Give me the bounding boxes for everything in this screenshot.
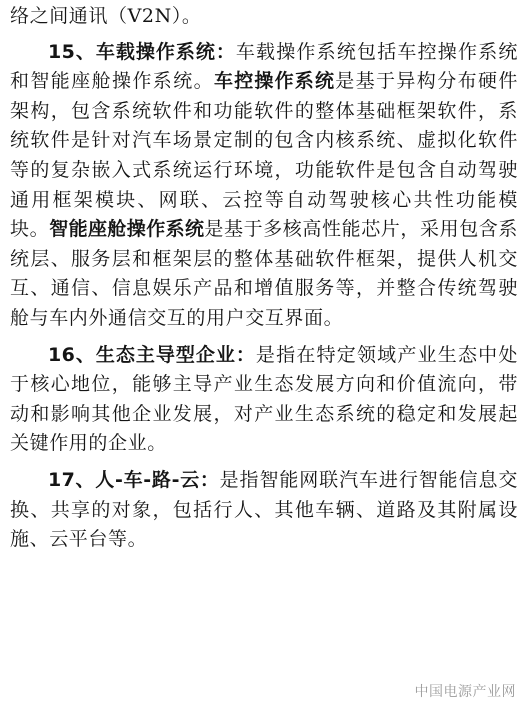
paragraph-person-vehicle-road-cloud [10, 466, 518, 555]
text-segment: 车载操作系统包括车控操作系统和智能座舱操作系统。 [10, 40, 518, 93]
paragraph-v2n-tail [10, 2, 518, 32]
text-segment: 络之间通讯（V2N）。 [10, 5, 202, 27]
text-segment: 是指在特定领域产业生态中处于核心地位，能够主导产业生态发展方向和价值流向，带动和影响其他企业发展，对产业生态系统的稳定和发展起关键作用的企业。 [10, 343, 518, 455]
text-segment: 是指智能网联汽车进行智能信息交换、共享的对象，包括行人、其他车辆、道路及其附属设施、云平台等。 [10, 468, 518, 551]
text-segment: 是基于多核高性能芯片，采用包含系统层、服务层和框架层的整体基础软件框架，提供人机交互、通信、信息娱乐产品和增值服务等，并整合传统驾驶舱与车内外通信交互的用户交互界面。 [10, 218, 519, 329]
term-heading-ecosystem-leader: 16、生态主导型企业： [48, 343, 256, 366]
document-body [10, 2, 518, 562]
paragraph-vehicle-os [10, 38, 518, 334]
paragraph-ecosystem-leader [10, 341, 518, 459]
text-segment: 是基于异构分布硬件架构，包含系统软件和功能软件的整体基础框架软件，系统软件是针对汽车场景定制的包含内核系统、虚拟化软件等的复杂嵌入式系统运行环境，功能软件是包含自动驾驶通用框架模块、网联、云控等自动驾驶核心共性功能模块。 [10, 70, 518, 241]
term-heading-vehicle-os: 15、车载操作系统： [48, 40, 236, 63]
watermark-text: 中国电源产业网 [414, 684, 516, 700]
term-smart-cockpit-os: 智能座舱操作系统 [49, 218, 205, 241]
term-vehicle-control-os: 车控操作系统 [214, 70, 336, 93]
term-heading-person-vehicle-road-cloud: 17、人-车-路-云： [48, 468, 220, 491]
